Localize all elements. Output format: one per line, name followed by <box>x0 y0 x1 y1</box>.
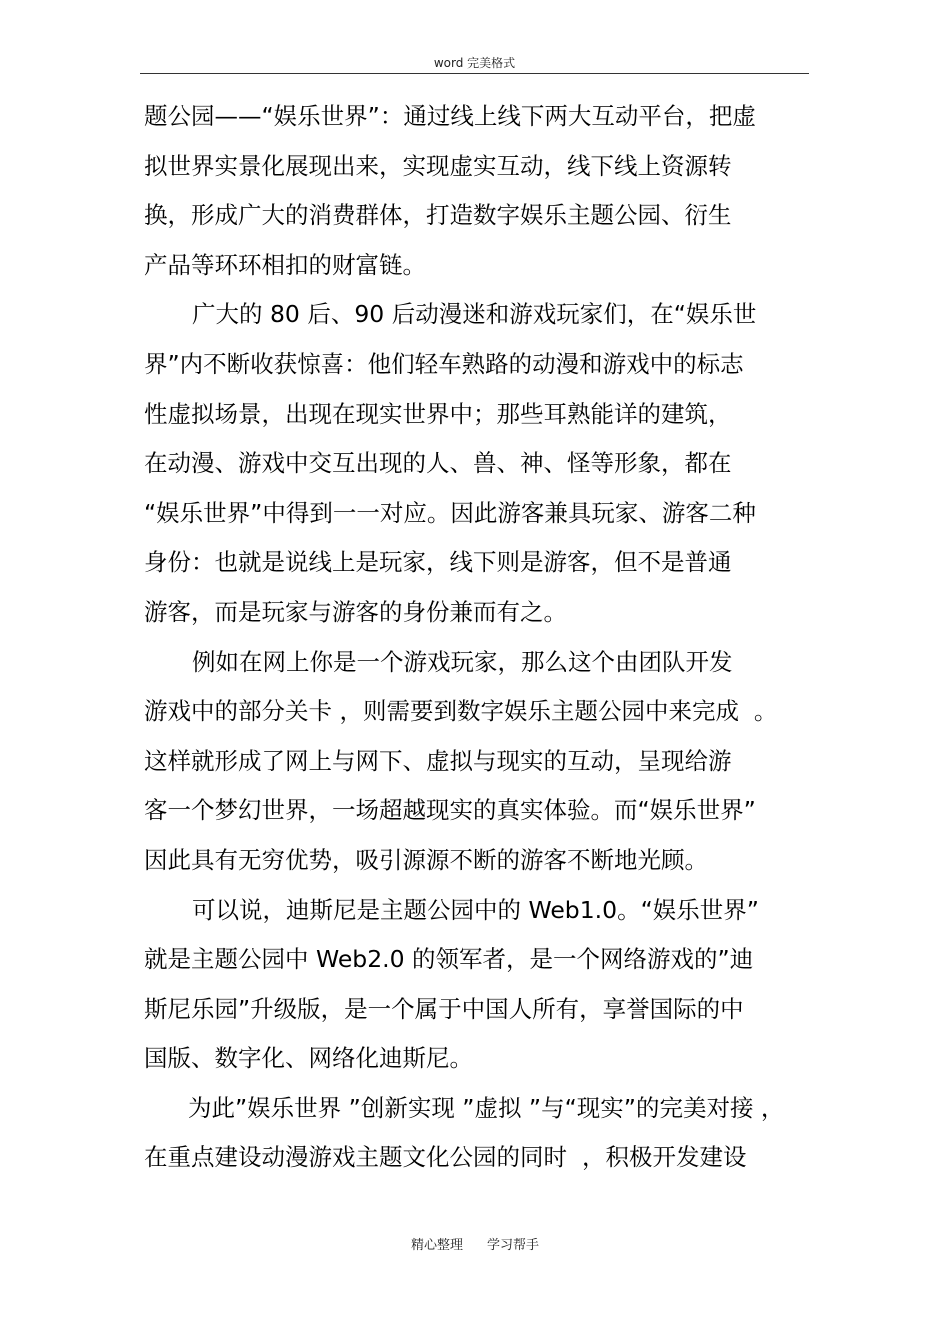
footer-right-text: 学习帮手 <box>487 1238 540 1253</box>
text-line: 这样就形成了网上与网下、虚拟与现实的互动，呈现给游 <box>144 746 732 775</box>
document-body <box>144 96 824 1187</box>
page-header <box>140 56 809 74</box>
text-line: 换，形成广大的消费群体，打造数字娱乐主题公园、衍生 <box>144 201 732 230</box>
text-line: 广大的 80 后、90 后动漫迷和游戏玩家们，在“娱乐世 <box>192 300 757 329</box>
text-line: 界”内不断收获惊喜：他们轻车熟路的动漫和游戏中的标志 <box>144 349 744 378</box>
text-line: 游戏中的部分关卡 ，则需要到数字娱乐主题公园中来完成 。 <box>144 697 778 726</box>
text-line: 游客，而是玩家与游客的身份兼而有之。 <box>144 597 567 626</box>
text-line: 可以说，迪斯尼是主题公园中的 Web1.0。“娱乐世界” <box>192 895 759 924</box>
text-line: “娱乐世界”中得到一一对应。因此游客兼具玩家、游客二种 <box>144 498 756 527</box>
text-line: 拟世界实景化展现出来，实现虚实互动，线下线上资源转 <box>144 151 732 180</box>
text-line: 例如在网上你是一个游戏玩家，那么这个由团队开发 <box>192 647 733 676</box>
page-footer <box>0 1234 950 1253</box>
text-line: 在动漫、游戏中交互出现的人、兽、神、怪等形象，都在 <box>144 449 732 478</box>
header-title: word 完美格式 <box>433 56 516 70</box>
text-line: 在重点建设动漫游戏主题文化公园的同时 ，积极开发建设 <box>144 1143 747 1172</box>
text-line: 就是主题公园中 Web2.0 的领军者，是一个网络游戏的”迪 <box>144 945 754 974</box>
text-line: 性虚拟场景，出现在现实世界中；那些耳熟能详的建筑， <box>144 399 732 428</box>
text-line: 题公园——“娱乐世界”：通过线上线下两大互动平台，把虚 <box>144 102 756 130</box>
text-line: 斯尼乐园”升级版，是一个属于中国人所有，享誉国际的中 <box>144 994 744 1023</box>
text-line: 为此”娱乐世界 ”创新实现 ”虚拟 ”与“现实”的完美对接 ， <box>188 1093 785 1122</box>
text-line: 客一个梦幻世界，一场超越现实的真实体验。而“娱乐世界” <box>144 796 756 825</box>
text-line: 身份：也就是说线上是玩家，线下则是游客，但不是普通 <box>144 548 732 577</box>
footer-left-text: 精心整理 <box>410 1238 463 1253</box>
text-line: 因此具有无穷优势，吸引源源不断的游客不断地光顾。 <box>144 845 708 874</box>
text-line: 国版、数字化、网络化迪斯尼。 <box>144 1044 473 1073</box>
text-line: 产品等环环相扣的财富链。 <box>144 250 426 279</box>
